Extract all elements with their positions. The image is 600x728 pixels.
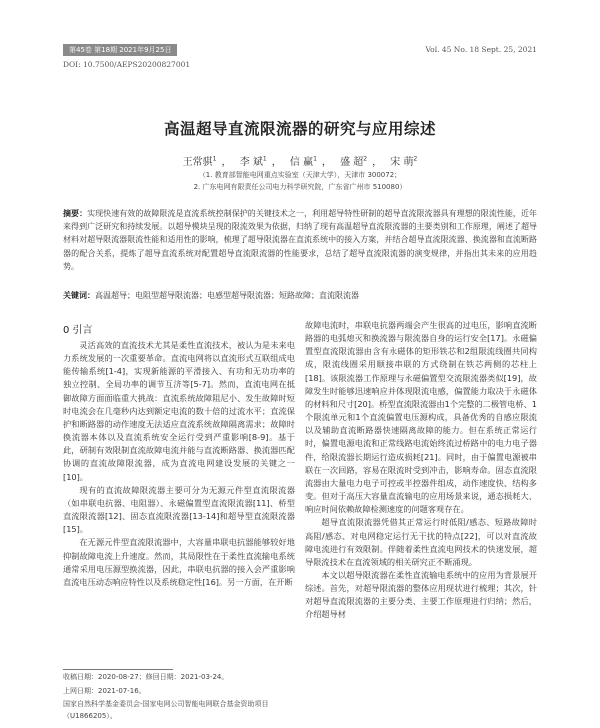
body-paragraph: 故障电流时，串联电抗器两端会产生很高的过电压，影响直流断路器的电弧熄灭和换流器与限流器自身的运行安全[17]。永磁偏置型直流限流器由含有永磁体的矩形铁芯和2组限流线圈共同构成，限流线圈采用顺接串联的方式绕制在铁芯两侧的芯柱上[18]。该限流器工作原理与永磁偏置型交流限流器类似[19]，故障发生时能够迅速响应并体现限流电感，偏置能力取决于永磁体的材料和尺寸[20]。桥型直流限流器由1个完整的二极管电桥、1个限流单元和1个直流偏置电压源构成，具备优秀的自感应限流以及辅助直流断路器快速隔离故障的能力。但在系统正常运行时，偏置电源电流和正常线路电流始终流过桥路中的电力电子器件，给限流器长期运行造成损耗[21]。同时，由于偏置电源被串联在一次回路，容易在限流时受到冲击，影响寿命。固态直流限流器由大量电力电子可控或半控器件组成，动作速度快、结构多变。但对于高压大容量直流输电的应用场景来说，通态损耗大、响应时间依赖故障检测速度的问题客观存在。 [305,320,537,515]
right-column [305,319,537,622]
author-affiliation-mark: 1 [313,155,317,163]
body-paragraph: 在无源元件型直流限流器中，大容量串联电抗器能够较好地抑制故障电流上升速度。然而，其局限性在于柔性直流输电系统通常采用电压源型换流器，因此，串联电抗器的接入会严重影响直流电压动态响应特性以及系统稳定性[16]。另一方面，在开断 [63,537,295,587]
author-affiliation-mark: 1 [212,155,217,163]
affiliation: 2. 广东电网有限责任公司电力科学研究院，广东省广州市 510080） [193,183,407,191]
abstract [63,207,537,273]
footnote-received: 收稿日期：2020-08-27；修回日期：2021-03-24。 [63,673,229,681]
journal-issue-badge: 第45卷 第18期 2021年9月25日 [63,44,177,56]
body-paragraph: 现有的直流故障限流器主要可分为无源元件型直流限流器（如串联电抗器、电阻器）、永磁偏置型直流限流器[11]、桥型直流限流器[12]、固态直流限流器[13-14]和超导型直流限流器[15]。 [63,484,295,535]
paper-title: 高温超导直流限流器的研究与应用综述 [163,120,436,138]
author-name: 信 赢 [289,157,314,168]
author-name: 宋 萌 [390,157,414,168]
author-list: 王常骐$^1$ ， 李 斌$^1$ ， 信 赢$^1$ ， 盛 超$^2$ ， 宋 萌$^2$ [182,155,418,168]
author-affiliation-mark: 2 [413,155,418,163]
abstract-label: 摘要： [63,209,88,218]
author-affiliation-mark: 2 [363,155,368,163]
footnote-rule [63,669,173,670]
keywords-label: 关键词： [63,291,95,300]
body-paragraph: 超导直流限流器凭借其正常运行时低阻/感态、短路故障时高阻/感态、对电网稳定运行无干扰的特点[22]，可以对直流故障电流进行有效限制。伴随着柔性直流电网技术的快速发展，超导限流技术在直流领域的相关研究正不断涌现。 [305,517,537,567]
body-paragraph: 灵活高效的直流技术尤其是柔性直流技术，被认为是未来电力系统发展的一次重要革命。直流电网将以直流形式互联组成电能传输系统[1-4]，实现新能源的平滑接入、有功和无功功率的独立控制、全局功率的调节互济等[5-7]。然而，直流电网在抵御故障方面面临重大挑战：直流系统故障阻尼小、发生故障时短时电流会在几毫秒内达到额定电流的数十倍的过流水平；直流保护和断路器的动作速度无法适应直流系统故障隔离需求；故障时换流器本体以及直流系统安全运行受到严重影响[8-9]。基于此，研制有效限制直流故障电流并能与直流断路器、换流器匹配协调的直流故障限流器，成为直流电网建设发展的关键之一[10]。 [63,340,295,482]
body-paragraph: 本文以超导限流器在柔性直流输电系统中的应用为背景展开综述。首先，对超导限流器的整体应用现状进行梳理；其次，针对超导直流限流器的主要分类、主要工作原理进行归纳；然后，介绍超导材 [305,569,537,620]
doi: DOI: 10.7500/AEPS20200827001 [63,60,191,69]
footnote-funding: 国家自然科学基金委员会-国家电网公司智能电网联合基金资助项目（U1866205）。 [63,700,269,720]
footnote-online: 上网日期：2021-07-16。 [63,687,146,695]
journal-issue-english: Vol. 45 No. 18 Sept. 25, 2021 [425,45,537,54]
author-name: 王常骐 [182,157,213,168]
author-name: 盛 超 [340,157,364,168]
author-affiliation-mark: 1 [262,155,267,163]
keywords-text: 高温超导；电阻型超导限流器；电感型超导限流器；短路故障；直流限流器 [95,291,359,300]
section-heading: 0 引言 [63,325,93,336]
affiliation: （1. 教育部智能电网重点实验室（天津大学），天津市 300072； [198,171,402,179]
author-name: 李 斌 [239,157,263,168]
abstract-text: 实现快速有效的故障限流是直流系统控制保护的关键技术之一，利用超导特性研制的超导直流限流器具有理想的限流性能，近年来得到广泛研究和持续发展。以超导模块呈现的限流效果为依据，归纳了现有高温超导直流限流器的主要类别和工作原理，阐述了超导材料对超导限流器限流性能和适用性的影响，梳理了超导限流器在直流系统中的接入方案，并结合超导直流限流器、换流器和直流断路器的配合关系，提炼了超导直流系统对配置超导直流限流器的性能要求，总结了超导直流限流器的演变规律，并指出其未来的应用趋势。 [63,209,537,271]
running-header [63,44,537,56]
left-column [63,339,295,589]
keywords [63,289,537,302]
